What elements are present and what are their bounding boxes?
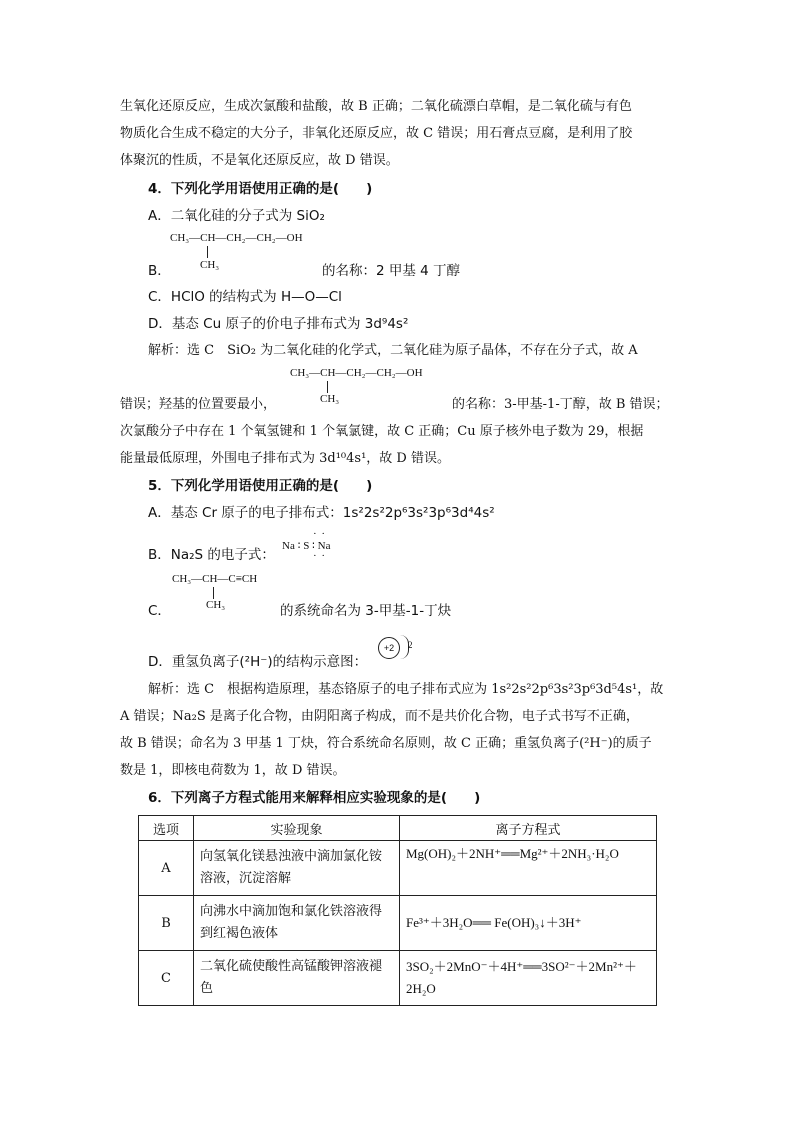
q4-b-structure-main: CH₃—CH—CH₂—CH₂—OH [170,232,303,244]
q4-exp-structure-bond [327,381,328,393]
row-option: C [139,951,194,1006]
q5-explanation-2: A 错误；Na₂S 是离子化合物，由阴阳离子构成，而不是共价化合物，电子式书写不正确， [120,709,639,724]
q4-option-a: A．二氧化硅的分子式为 SiO₂ [148,208,325,224]
q4-explanation-4: 能量最低原理，外围电子排布式为 3d¹⁰4s¹，故 D 错误。 [120,451,450,466]
q6-table [138,815,657,1006]
q4-explanation-3: 次氯酸分子中存在 1 个氧氢键和 1 个氧氯键，故 C 正确；Cu 原子核外电子数为 29，根据 [120,424,644,439]
q4-explanation-1: 解析：选 C SiO₂ 为二氧化硅的化学式，二氧化硅为原子晶体，不存在分子式，故 A [148,343,638,358]
q5-option-b-label: B．Na₂S 的电子式： [148,547,275,563]
row-option: B [139,896,194,951]
intro-line-1: 生氧化还原反应，生成次氯酸和盐酸，故 B 正确；二氧化硫漂白草帽，是二氧化硫与有色 [120,99,632,114]
q4-b-structure-bond [207,246,208,258]
q5-c-structure-branch: CH₃ [206,599,226,611]
row-option: A [139,841,194,896]
q5-explanation-1: 解析：选 C 根据构造原理，基态铬原子的电子排布式应为 1s²2s²2p⁶3s²3p⁶3d⁵4s¹，故 [148,682,664,697]
table-row [139,841,657,896]
q4-exp-structure-branch: CH₃ [320,393,340,405]
q4-b-structure-branch: CH₃ [200,259,220,271]
nucleus-circle: +2 [378,637,400,659]
q4-option-b-text: 的名称：2 甲基 4 丁醇 [322,263,461,279]
table-row [139,951,657,1006]
table-header-row [139,816,657,841]
row-equation: 3SO₂＋2MnO⁻＋4H⁺══3SO²⁻＋2Mn²⁺＋2H₂O [400,951,657,1006]
row-equation: Mg(OH)₂＋2NH⁺══Mg²⁺＋2NH₃·H₂O [400,841,657,896]
row-phenomenon: 向氢氧化镁悬浊液中滴加氯化铵溶液，沉淀溶解 [194,841,400,896]
q5-stem: 5．下列化学用语使用正确的是( ) [148,478,373,494]
q4-exp-structure-main: CH₃—CH—CH₂—CH₂—OH [290,367,423,379]
header-phenomenon: 实验现象 [194,816,400,841]
intro-line-2: 物质化合生成不稳定的大分子，非氧化还原反应，故 C 错误；用石膏点豆腐，是利用了胶 [120,126,633,141]
q5-b-electron-formula: Na ∶ S ∶ Na [282,540,331,552]
row-phenomenon: 二氧化硫使酸性高锰酸钾溶液褪色 [194,951,400,1006]
q6-stem: 6．下列离子方程式能用来解释相应实验现象的是( ) [148,790,481,806]
q4-option-d: D．基态 Cu 原子的价电子排布式为 3d⁹4s² [148,316,409,332]
q5-option-c-text: 的系统命名为 3-甲基-1-丁炔 [280,603,452,619]
q4-explanation-2-left: 错误；羟基的位置要最小， [120,397,277,412]
header-equation: 离子方程式 [400,816,657,841]
q5-explanation-4: 数是 1，即核电荷数为 1，故 D 错误。 [120,763,346,778]
q5-c-structure-bond [213,587,214,599]
q4-explanation-2-right: 的名称：3-甲基-1-丁醇，故 B 错误； [452,397,669,412]
q5-c-structure-main: CH₃—CH—C≡CH [172,573,258,585]
intro-line-3: 体聚沉的性质，不是氧化还原反应，故 D 错误。 [120,153,399,168]
q5-b-dots-bottom: · · [313,550,327,562]
q5-explanation-3: 故 B 错误；命名为 3 甲基 1 丁炔，符合系统命名原则，故 C 正确；重氢负离子(²H⁻)的质子 [120,736,652,751]
q4-option-c: C．HClO 的结构式为 H—O—Cl [148,289,342,305]
header-option: 选项 [139,816,194,841]
table-row [139,896,657,951]
electron-shell-count: 2 [408,640,413,650]
q5-option-d: D．重氢负离子(²H⁻)的结构示意图： [148,654,368,670]
row-equation: Fe³⁺＋3H₂O══ Fe(OH)₃↓＋3H⁺ [400,896,657,951]
q4-option-b-label: B． [148,263,171,279]
q4-stem: 4．下列化学用语使用正确的是( ) [148,181,373,197]
q5-option-a: A．基态 Cr 原子的电子排布式：1s²2s²2p⁶3s²3p⁶3d⁴4s² [148,505,495,521]
row-phenomenon: 向沸水中滴加饱和氯化铁溶液得到红褐色液体 [194,896,400,951]
q5-option-c-label: C． [148,603,171,619]
q5-b-dots-top: · · [313,528,327,540]
